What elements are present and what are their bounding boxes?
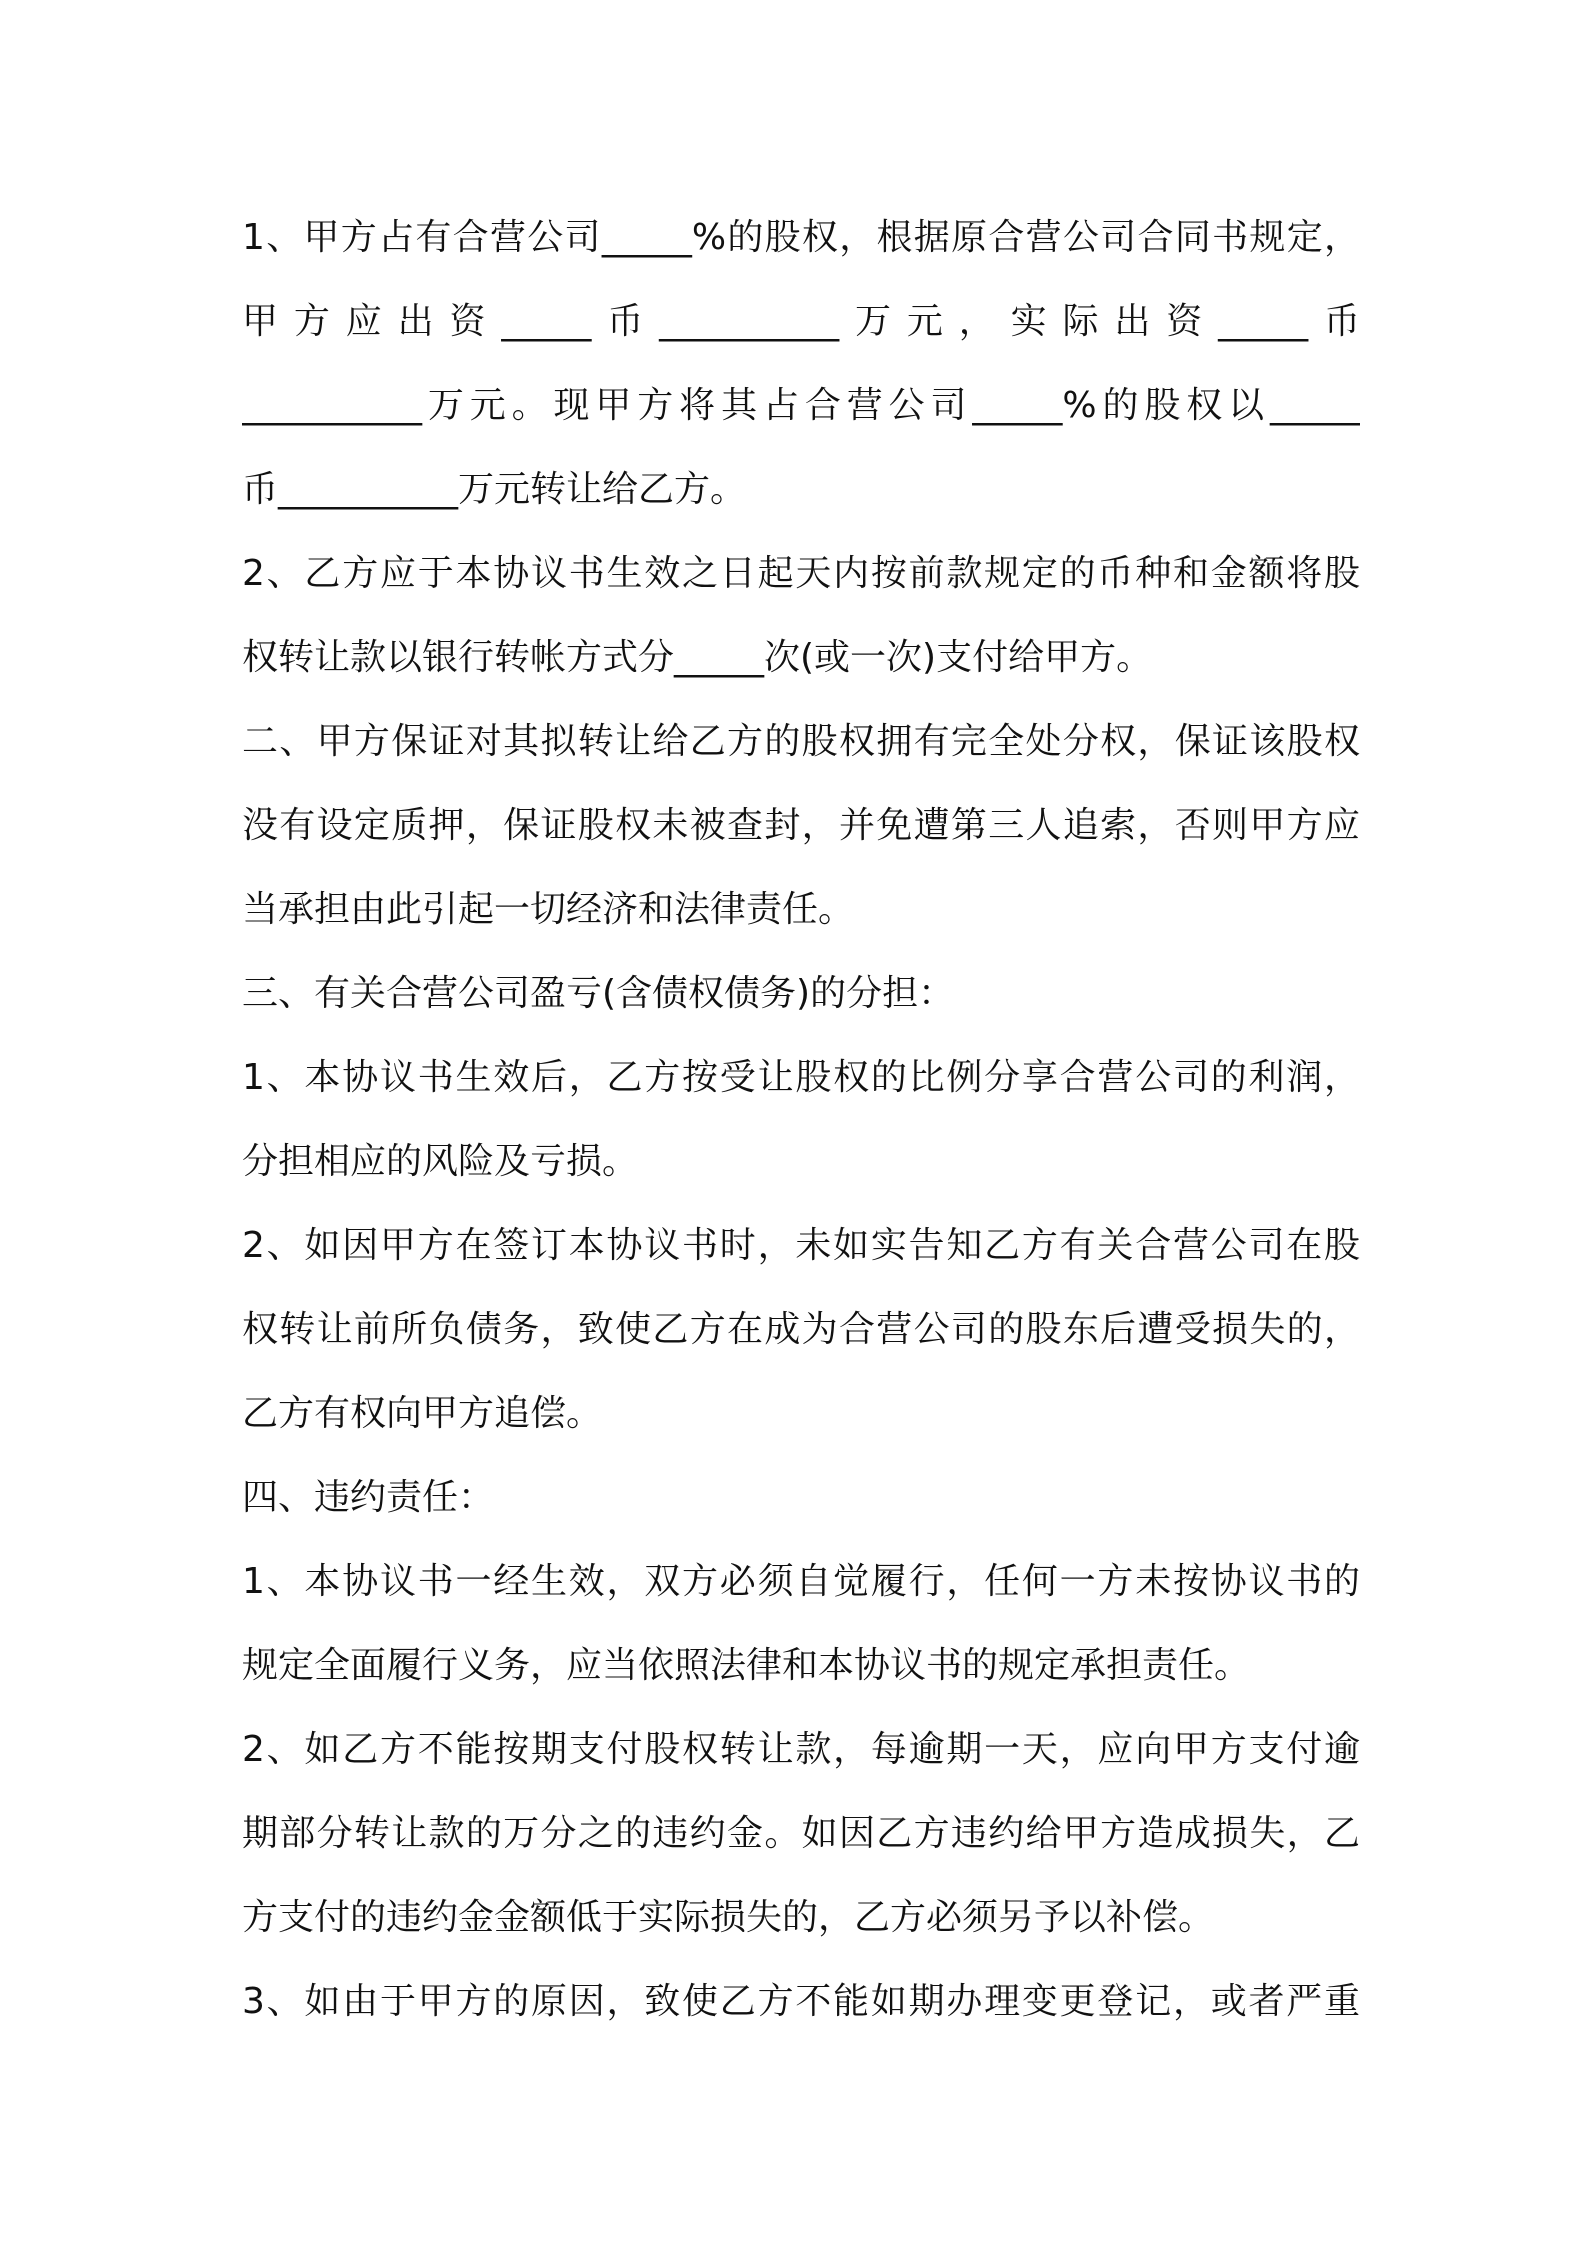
text-line: 1、本协议书生效后，乙方按受让股权的比例分享合营公司的利润， bbox=[242, 1057, 1360, 1098]
section-heading: 四、违约责任： bbox=[242, 1477, 495, 1518]
text-line: 2、如乙方不能按期支付股权转让款，每逾期一天，应向甲方支付逾 bbox=[242, 1729, 1360, 1770]
text-line: 1、甲方占有合营公司_____%的股权，根据原合营公司合同书规定， bbox=[242, 217, 1360, 258]
text-line: 甲方应出资_____币__________万元，实际出资_____币 bbox=[242, 301, 1360, 342]
text-line: 方支付的违约金金额低于实际损失的，乙方必须另予以补偿。 bbox=[242, 1897, 1215, 1938]
text-line: 权转让前所负债务，致使乙方在成为合营公司的股东后遭受损失的， bbox=[242, 1309, 1360, 1350]
text-line: 当承担由此引起一切经济和法律责任。 bbox=[242, 889, 855, 930]
text-line: 币__________万元转让给乙方。 bbox=[242, 469, 747, 510]
text-line: 2、如因甲方在签订本协议书时，未如实告知乙方有关合营公司在股 bbox=[242, 1225, 1360, 1266]
document-body bbox=[242, 196, 1360, 2044]
text-line: 规定全面履行义务，应当依照法律和本协议书的规定承担责任。 bbox=[242, 1645, 1251, 1686]
text-line: 2、乙方应于本协议书生效之日起天内按前款规定的币种和金额将股 bbox=[242, 553, 1360, 594]
text-line: __________万元。现甲方将其占合营公司_____%的股权以_____ bbox=[242, 385, 1360, 426]
text-line: 1、本协议书一经生效，双方必须自觉履行，任何一方未按协议书的 bbox=[242, 1561, 1360, 1602]
text-line: 3、如由于甲方的原因，致使乙方不能如期办理变更登记，或者严重 bbox=[242, 1981, 1360, 2022]
text-line: 期部分转让款的万分之的违约金。如因乙方违约给甲方造成损失，乙 bbox=[242, 1813, 1360, 1854]
section-heading: 三、有关合营公司盈亏(含债权债务)的分担： bbox=[242, 973, 955, 1014]
text-line: 二、甲方保证对其拟转让给乙方的股权拥有完全处分权，保证该股权 bbox=[242, 721, 1360, 762]
text-line: 分担相应的风险及亏损。 bbox=[242, 1141, 639, 1182]
text-line: 没有设定质押，保证股权未被查封，并免遭第三人追索，否则甲方应 bbox=[242, 805, 1360, 846]
text-line: 权转让款以银行转帐方式分_____次(或一次)支付给甲方。 bbox=[242, 637, 1153, 678]
text-line: 乙方有权向甲方追偿。 bbox=[242, 1393, 603, 1434]
